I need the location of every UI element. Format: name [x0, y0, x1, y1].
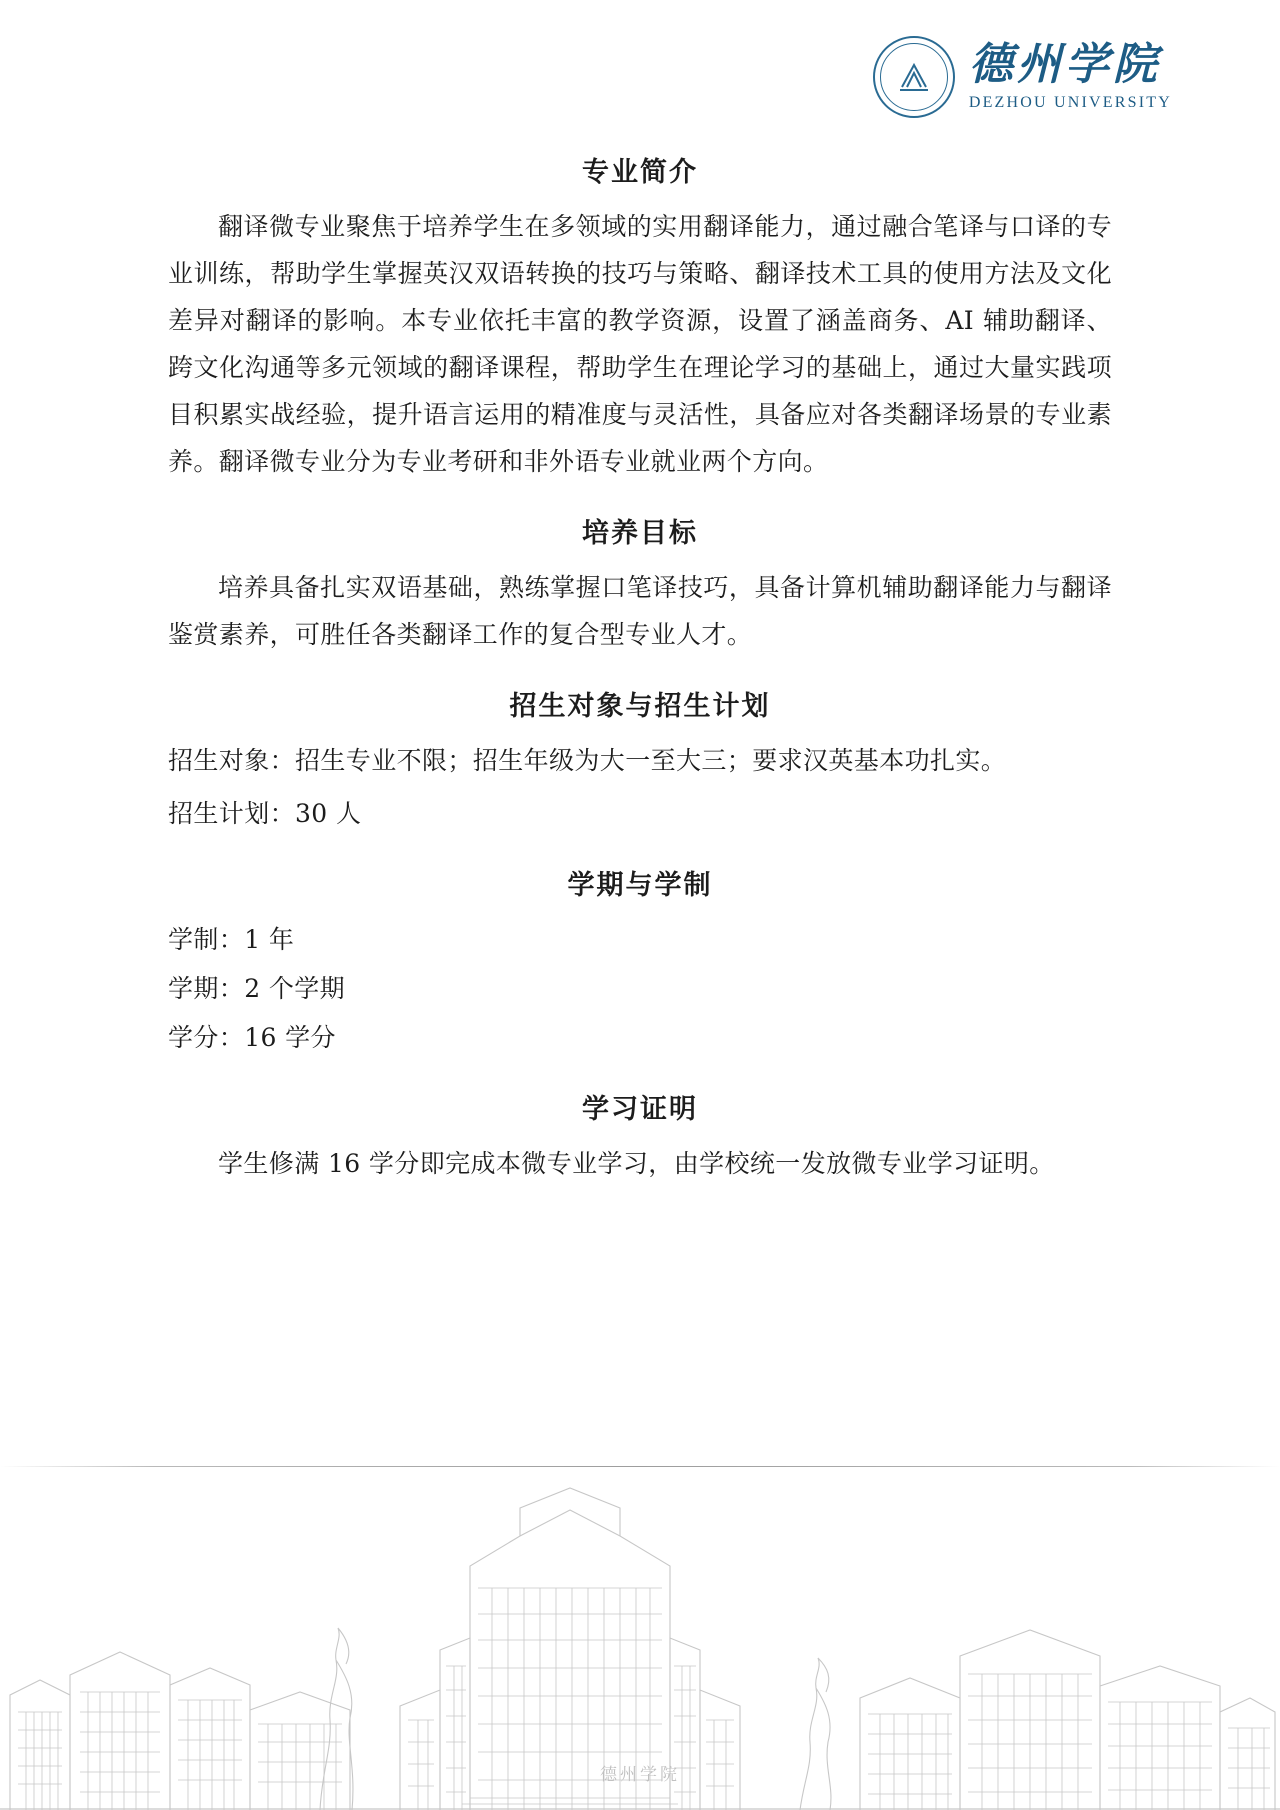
university-logo — [873, 36, 1172, 118]
term-credits-text: 学分：16 学分 — [168, 1023, 336, 1052]
campus-skyline-illustration — [0, 1480, 1280, 1810]
section-title-term: 学期与学制 — [567, 870, 713, 901]
section-title-certificate: 学习证明 — [582, 1094, 698, 1125]
logo-chinese-name: 德州学院 — [968, 39, 1161, 90]
university-seal-icon — [873, 36, 955, 118]
admission-plan-text: 招生计划：30 人 — [168, 799, 362, 828]
admission-target-text: 招生对象：招生专业不限；招生年级为大一至大三；要求汉英基本功扎实。 — [168, 746, 1007, 775]
section-title-intro: 专业简介 — [582, 157, 698, 188]
term-semesters-text: 学期：2 个学期 — [168, 974, 346, 1003]
document-body — [168, 150, 1112, 1193]
section-title-admission: 招生对象与招生计划 — [509, 691, 771, 722]
section-title-objectives: 培养目标 — [582, 518, 698, 549]
section-paragraph-intro: 翻译微专业聚焦于培养学生在多领域的实用翻译能力，通过融合笔译与口译的专业训练，帮助学生掌握英汉双语转换的技巧与策略、翻译技术工具的使用方法及文化差异对翻译的影响。本专业依托丰富的教学资源，设置了涵盖商务、AI 辅助翻译、跨文化沟通等多元领域的翻译课程，帮助学生在理论学习的基础上，通过大量实践项目积累实战经验，提升语言运用的精准度与灵活性，具备应对各类翻译场景的专业素养。翻译微专业分为专业考研和非外语专业就业两个方向。 — [168, 212, 1112, 476]
logo-english-name: DEZHOU UNIVERSITY — [968, 94, 1172, 111]
footer-divider — [0, 1466, 1280, 1467]
section-paragraph-objectives: 培养具备扎实双语基础，熟练掌握口笔译技巧，具备计算机辅助翻译能力与翻译鉴赏素养，可胜任各类翻译工作的复合型专业人才。 — [168, 573, 1112, 649]
svg-text:德州学院: 德州学院 — [600, 1765, 680, 1785]
certificate-paragraph: 学生修满 16 学分即完成本微专业学习，由学校统一发放微专业学习证明。 — [218, 1149, 1055, 1178]
term-duration-text: 学制：1 年 — [168, 925, 295, 954]
